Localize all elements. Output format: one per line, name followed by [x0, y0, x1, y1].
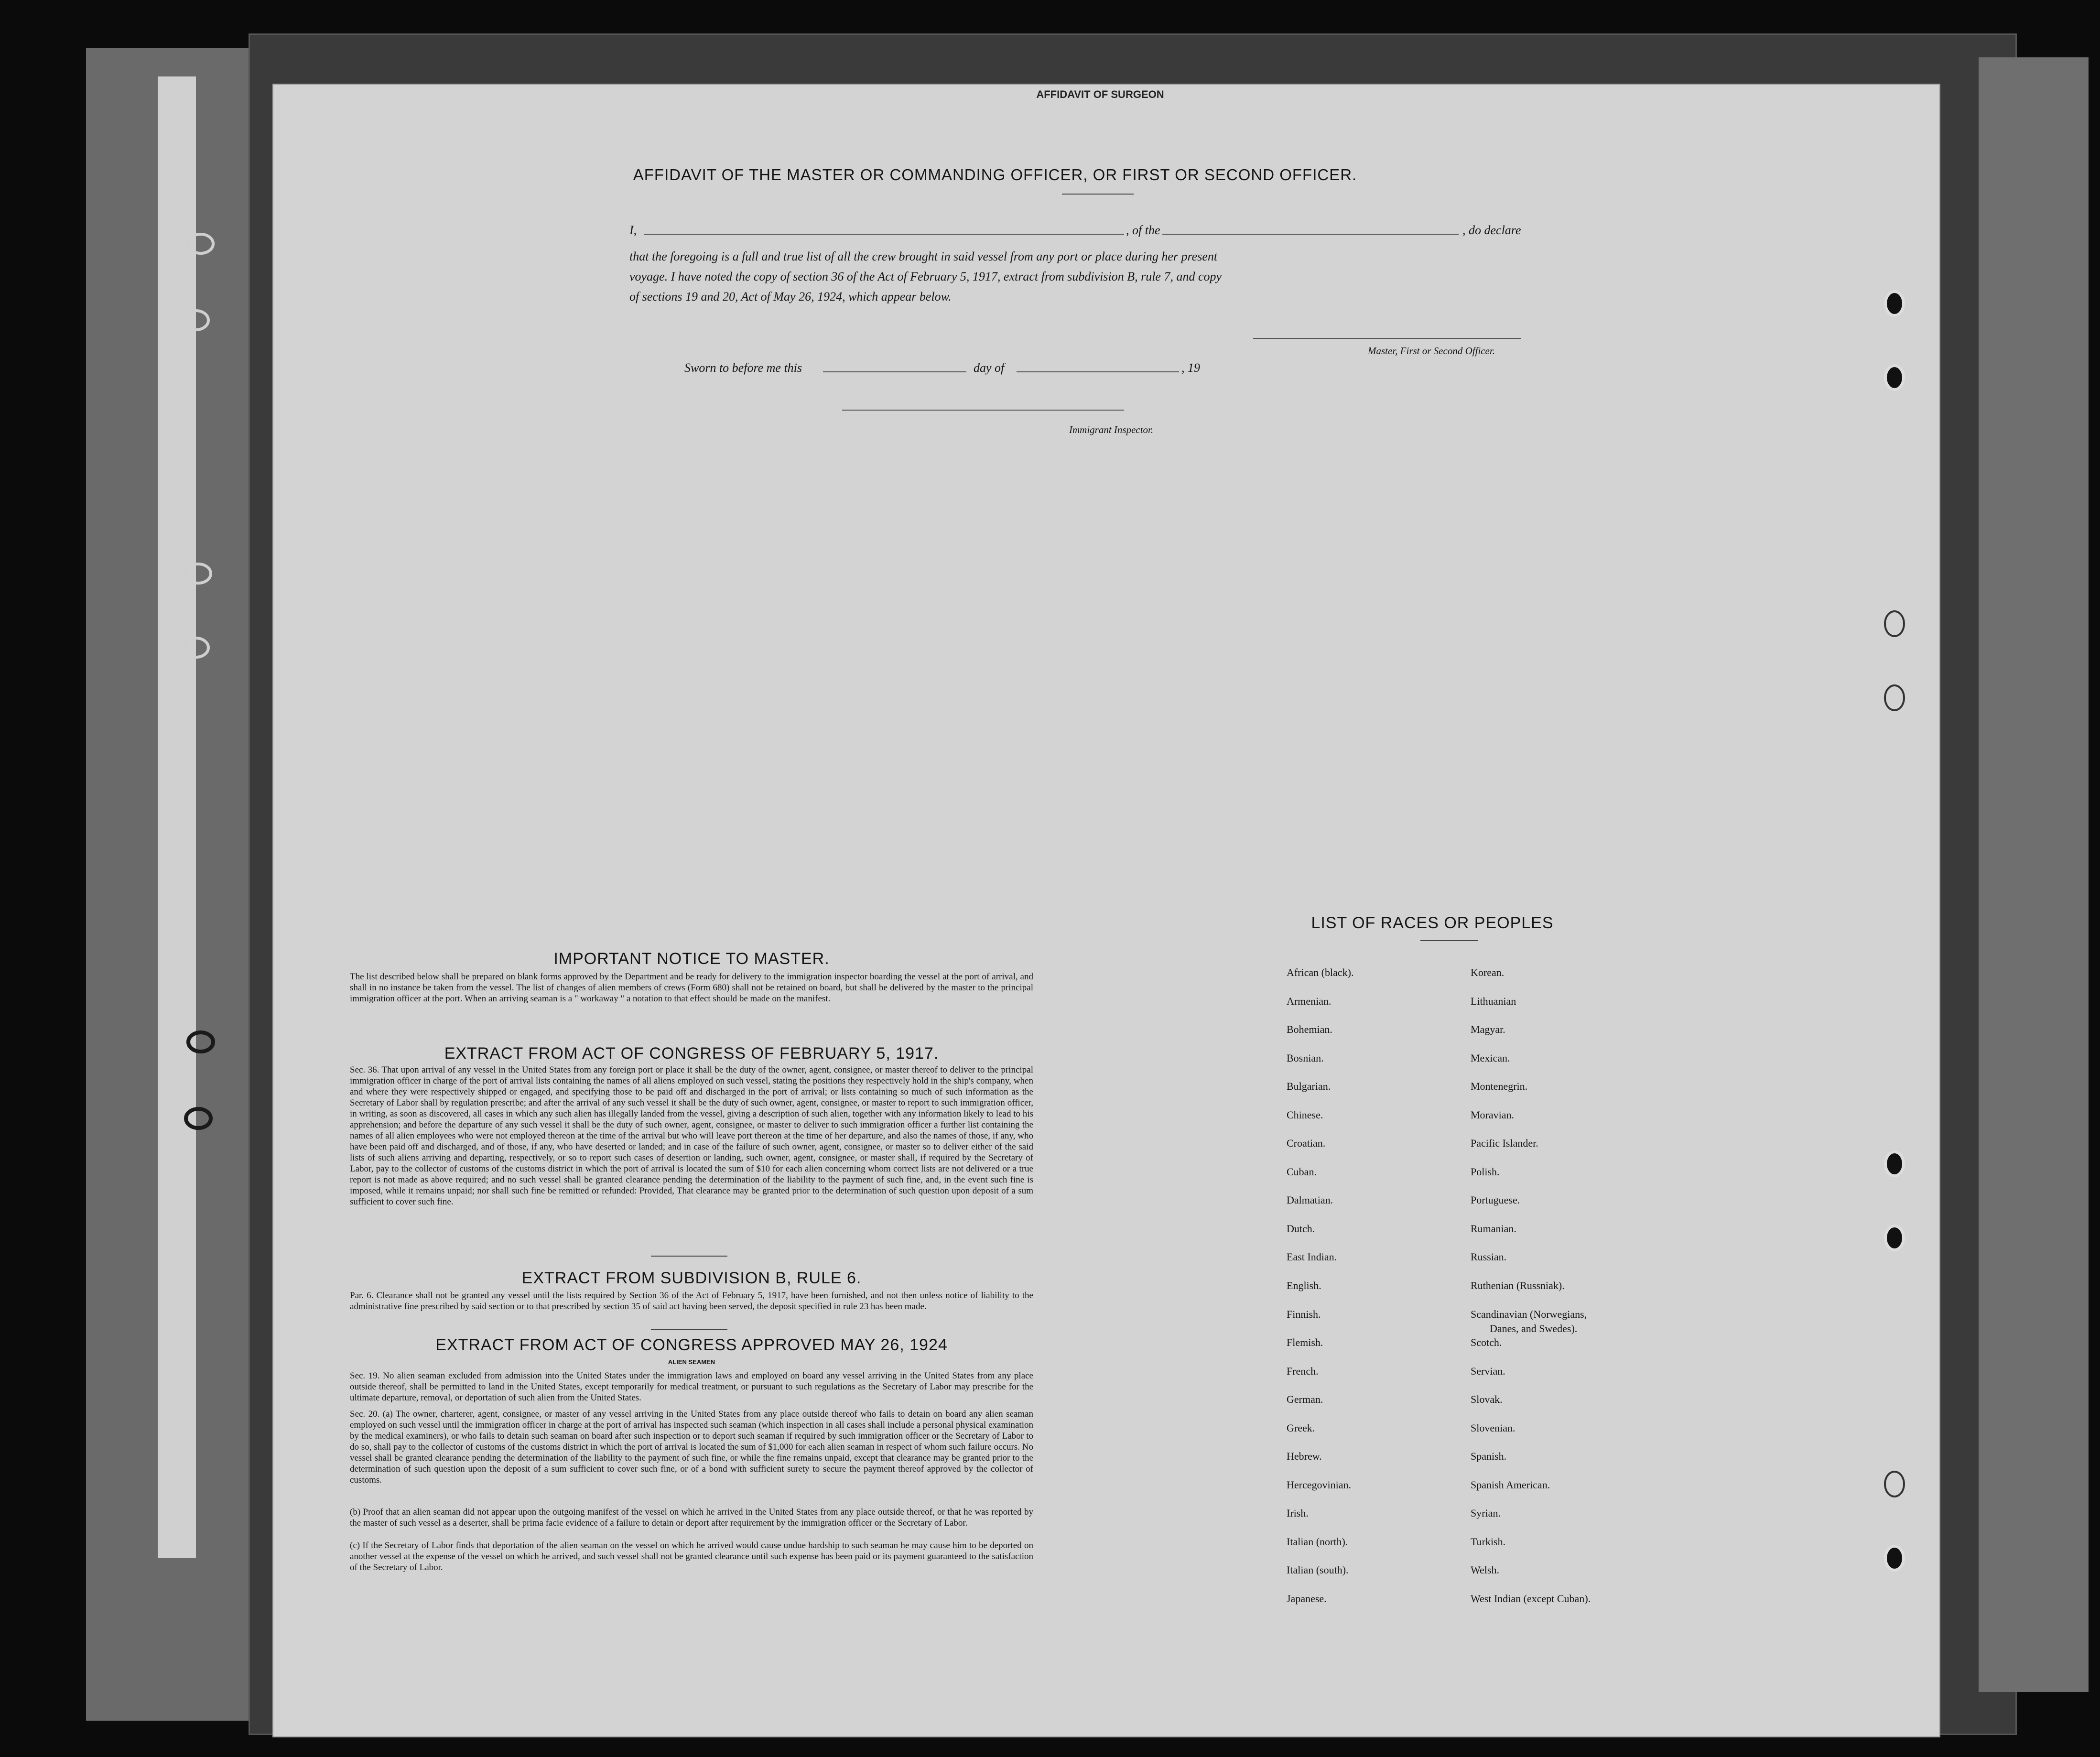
extract-1924-subtitle: ALIEN SEAMEN — [668, 1358, 715, 1366]
back-page-edge — [1979, 57, 2089, 1692]
race-right-11: Russian. — [1471, 1251, 1507, 1263]
race-left-6: Chinese. — [1287, 1109, 1323, 1121]
race-right-6: Moravian. — [1471, 1109, 1515, 1121]
race-right-13-continuation: Danes, and Swedes). — [1490, 1323, 1578, 1334]
race-right-19: Spanish American. — [1471, 1479, 1550, 1491]
affidavit-declare: , do declare — [1462, 223, 1521, 237]
punch-hole — [1884, 684, 1905, 711]
race-right-22: Welsh. — [1471, 1564, 1499, 1576]
race-left-18: Hebrew. — [1287, 1450, 1322, 1462]
sworn-day-of: day of — [974, 361, 1005, 375]
extract-1924-sec20b: (b) Proof that an alien seaman did not appear upon the outgoing manifest of the vessel on which he arrived in the United States from any place outside thereof, or that he was reported by the master of such vessel as a deserter, shall be prima facie evidence of a failure to detain or deport after requirement by the immigration officer or the Secretary of Labor. — [350, 1507, 1033, 1528]
race-right-10: Rumanian. — [1471, 1223, 1516, 1235]
document-page — [272, 84, 1940, 1737]
race-right-16: Slovak. — [1471, 1393, 1503, 1405]
affidavit-of-the: , of the — [1124, 223, 1162, 238]
extract-rule6-text: Par. 6. Clearance shall not be granted any vessel until the lists required by Section 36 of the Act of February 5, 1917, have been furnished, and not then unless notice of liability to the administrative fine prescribed by said section or to that prescribed by section 35 of said act having been served, the deposit specified in rule 23 has been made. — [350, 1291, 1033, 1312]
extract-1917-title: EXTRACT FROM ACT OF CONGRESS OF FEBRUARY 5, 1917. — [444, 1044, 939, 1063]
extract-1917-rule — [651, 1256, 727, 1257]
race-right-23: West Indian (except Cuban). — [1471, 1593, 1591, 1605]
race-left-17: Greek. — [1287, 1422, 1315, 1434]
race-right-4: Mexican. — [1471, 1052, 1510, 1064]
races-title: LIST OF RACES OR PEOPLES — [1311, 914, 1554, 932]
race-left-2: Armenian. — [1287, 995, 1331, 1007]
race-left-1: African (black). — [1287, 966, 1354, 978]
inspector-caption: Immigrant Inspector. — [1069, 424, 1154, 435]
race-right-12: Ruthenian (Russniak). — [1471, 1280, 1565, 1291]
race-left-15: French. — [1287, 1365, 1319, 1377]
punch-hole — [1884, 290, 1905, 317]
sworn-prefix: Sworn to before me this — [684, 361, 802, 375]
race-left-7: Croatian. — [1287, 1137, 1326, 1149]
race-right-7: Pacific Islander. — [1471, 1137, 1538, 1149]
race-left-14: Flemish. — [1287, 1336, 1323, 1348]
race-left-16: German. — [1287, 1393, 1323, 1405]
extract-1924-sec19: Sec. 19. No alien seaman excluded from admission into the United States under the immigration laws and employed on board any vessel arriving in the United States from any place outside thereof, shall be permitted to land in the United States, except temporarily for medical treatment, or pursuant to such regulations as the Secretary of Labor may prescribe for the ultimate departure, removal, or deportation of such alien from the United States. — [350, 1371, 1033, 1403]
binder-rings — [172, 210, 249, 1549]
extract-1924-title: EXTRACT FROM ACT OF CONGRESS APPROVED MAY 26, 1924 — [435, 1336, 948, 1354]
affidavit-title-rule — [1062, 194, 1134, 195]
race-left-9: Dalmatian. — [1287, 1194, 1333, 1206]
extract-1917-text: Sec. 36. That upon arrival of any vessel in the United States from any foreign port or place it shall be the duty of the owner, agent, consignee, or master thereof to deliver to the principal immigration officer in charge of the port of arrival lists containing the names of all aliens employed on such vessel, stating the positions they respectively hold in the ship's company, when and where they were respectively shipped or engaged, and specifying those to be paid off and discharged in the port of arrival; or lists containing so much of such information as the Secretary of Labor shall by regulation prescribe; and after the arrival of any such vessel it shall be the duty of such owner, agent, consignee, or master to report to such immigration officer, in writing, as soon as discovered, all cases in which any such alien has illegally landed from the vessel, giving a description of such alien, together with any information likely to lead to his apprehension; and before the departure of any such vessel it shall be the duty of such owner, agent, consignee, or master to deliver to such immigration officer a further list containing the names of all alien employees who were not employed thereon at the time of the arrival but who will leave port thereon at the time of her departure, and also the names of those, if any, who have been paid off and discharged, and of those, if any, who have deserted or landed; and in case of the failure of such owner, agent, consignee, or master so to deliver either of the said lists of such aliens arriving and departing, respectively, or so to report such cases of desertion or landing, such owner, agent, consignee, or master shall, if required by the Secretary of Labor, pay to the collector of customs of the customs district in which the port of arrival is located the sum of $10 for each alien concerning whom correct lists are not delivered or a true report is not made as above required; and no such vessel shall be granted clearance pending the determination of the liability to the payment of such fine, and, in the event such fine is imposed, while it remains unpaid; nor shall such fine be remitted or refunded: Provided, That clearance may be granted prior to the determination of such question upon deposit of a sum sufficient to cover such fine. — [350, 1065, 1033, 1207]
sworn-year: , 19 — [1181, 361, 1200, 375]
race-right-17: Slovenian. — [1471, 1422, 1515, 1434]
race-right-18: Spanish. — [1471, 1450, 1507, 1462]
vessel-name-field[interactable] — [1172, 234, 1459, 235]
race-left-8: Cuban. — [1287, 1166, 1317, 1178]
race-right-13: Scandinavian (Norwegians, — [1471, 1308, 1587, 1320]
race-right-2: Lithuanian — [1471, 995, 1516, 1007]
punch-hole — [1884, 1150, 1905, 1177]
race-left-11: East Indian. — [1287, 1251, 1337, 1263]
race-right-8: Polish. — [1471, 1166, 1500, 1178]
race-right-1: Korean. — [1471, 966, 1505, 978]
officer-signature-field[interactable] — [1253, 338, 1521, 339]
race-right-14: Scotch. — [1471, 1336, 1502, 1348]
race-left-21: Italian (north). — [1287, 1536, 1348, 1548]
races-rule — [1420, 940, 1478, 941]
extract-rule6-title: EXTRACT FROM SUBDIVISION B, RULE 6. — [521, 1269, 862, 1287]
extract-rule6-rule — [651, 1329, 727, 1330]
race-left-5: Bulgarian. — [1287, 1080, 1331, 1092]
race-right-3: Magyar. — [1471, 1023, 1505, 1035]
affidavit-line-2: that the foregoing is a full and true list of all the crew brought in said vessel from any port or place during her present — [629, 249, 1218, 263]
affidavit-line-4: of sections 19 and 20, Act of May 26, 1924, which appear below. — [629, 290, 952, 304]
race-right-21: Turkish. — [1471, 1536, 1506, 1548]
punch-hole — [1884, 610, 1905, 637]
punch-hole — [1884, 1225, 1905, 1251]
race-right-15: Servian. — [1471, 1365, 1505, 1377]
extract-1924-sec20c: (c) If the Secretary of Labor finds that deportation of the alien seaman on the vessel on which he arrived would cause undue hardship to such seaman he may cause him to be deported on another vessel at the expense of the vessel on which he arrived, and such vessel shall not be granted clearance until such expense has been paid or its payment guaranteed to the satisfaction of the Secretary of Labor. — [350, 1540, 1033, 1573]
race-left-4: Bosnian. — [1287, 1052, 1324, 1064]
race-left-20: Irish. — [1287, 1507, 1309, 1519]
race-right-9: Portuguese. — [1471, 1194, 1520, 1206]
race-left-22: Italian (south). — [1287, 1564, 1349, 1576]
race-left-3: Bohemian. — [1287, 1023, 1332, 1035]
affidavit-i: I, — [629, 223, 637, 237]
race-left-13: Finnish. — [1287, 1308, 1321, 1320]
race-right-5: Montenegrin. — [1471, 1080, 1528, 1092]
race-right-20: Syrian. — [1471, 1507, 1501, 1519]
punch-hole — [1884, 1471, 1905, 1497]
punch-hole — [1884, 1545, 1905, 1572]
signature-caption: Master, First or Second Officer. — [1368, 345, 1495, 357]
race-left-23: Japanese. — [1287, 1593, 1327, 1605]
race-left-10: Dutch. — [1287, 1223, 1315, 1235]
inspector-signature-field[interactable] — [842, 410, 1124, 411]
affidavit-line-3: voyage. I have noted the copy of section 36 of the Act of February 5, 1917, extract from subdivision B, rule 7, and copy — [629, 270, 1222, 283]
sworn-day-field[interactable] — [823, 371, 966, 372]
punch-hole — [1884, 364, 1905, 391]
notice-title: IMPORTANT NOTICE TO MASTER. — [553, 950, 830, 968]
extract-1924-sec20a: Sec. 20. (a) The owner, charterer, agent, consignee, or master of any vessel arriving in the United States from any place outside thereof who fails to detain on board any alien seaman employed on such vessel until the immigration officer in charge at the port of arrival has inspected such seaman (which inspection in all cases shall include a personal physical examination by the medical examiners), or who fails to detain such seaman on board after such inspection or to deport such seaman if required by such immigration officer or the Secretary of Labor to do so, shall pay to the collector of customs of the customs district in which the port of arrival is located the sum of $1,000 for each alien seaman in respect of whom such failure occurs. No vessel shall be granted clearance pending the determination of the liability to the payment of such fine, or while the fine remains unpaid, except that clearance may be granted prior to the determination of such question upon the deposit of a sum sufficient to cover such fine, or of a bond with sufficient surety to secure the payment thereof approved by the collector of customs. — [350, 1409, 1033, 1485]
affidavit-title: AFFIDAVIT OF THE MASTER OR COMMANDING OFFICER, OR FIRST OR SECOND OFFICER. — [633, 166, 1357, 184]
sworn-month-field[interactable] — [1017, 371, 1179, 372]
race-left-12: English. — [1287, 1280, 1321, 1291]
notice-text: The list described below shall be prepared on blank forms approved by the Department and be ready for delivery to the immigration inspector boarding the vessel at the port of arrival, and shall in no instance be taken from the vessel. The list of changes of alien members of crews (Form 680) shall not be retained on board, but shall be delivered by the master to the principal immigration officer at the port. When an arriving seaman is a " workaway " a notation to that effect should be made on the manifest. — [350, 972, 1033, 1004]
race-left-19: Hercegovinian. — [1287, 1479, 1351, 1491]
form-header-partial: AFFIDAVIT OF SURGEON — [1036, 88, 1164, 98]
